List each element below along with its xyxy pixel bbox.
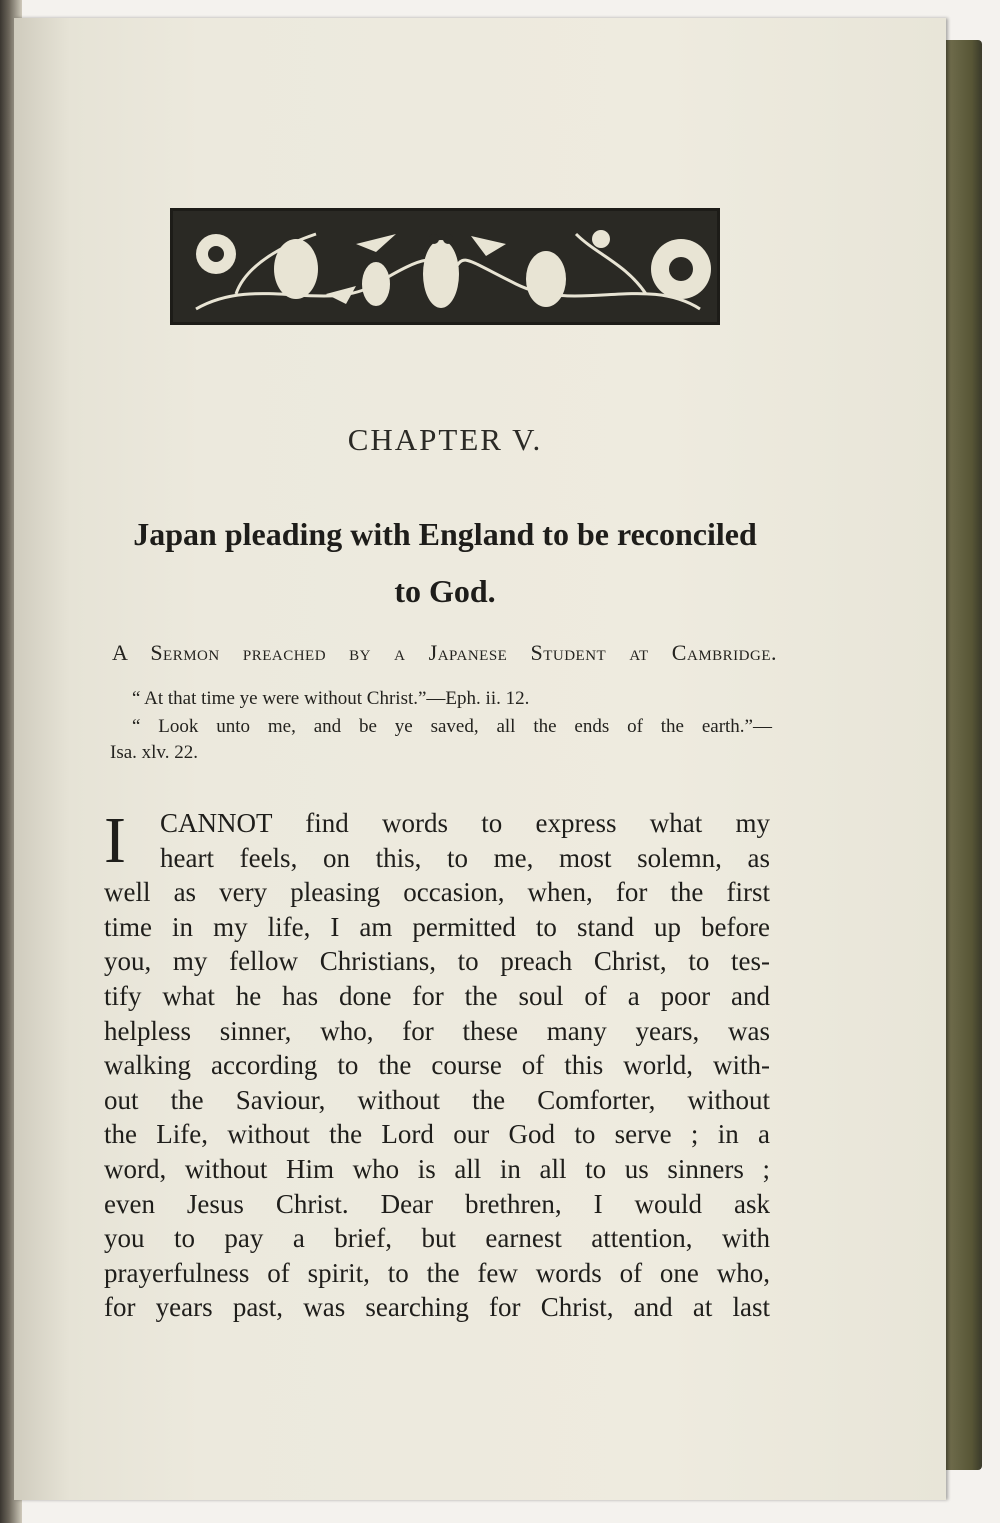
body-line: the Life, without the Lord our God to serve ; in a (104, 1119, 770, 1150)
body-line: well as very pleasing occasion, when, for the first (104, 877, 770, 908)
chapter-title-line-2: to God. (394, 573, 496, 609)
body-line: CANNOT find words to express what my (160, 808, 770, 838)
body-line: time in my life, I am permitted to stand up before (104, 911, 770, 942)
sermon-body-text (104, 806, 770, 1325)
drop-cap: I (104, 804, 126, 877)
body-line: tify what he has done for the soul of a poor and (104, 980, 770, 1011)
sermon-subtitle: A Sermon preached by a Japanese Student at Cambridge. (112, 640, 777, 665)
body-line: word, without Him who is all in all to us sinners ; (104, 1153, 770, 1184)
body-line: heart feels, on this, to me, most solemn, as (160, 842, 770, 873)
floral-owl-ornament-icon (176, 214, 720, 325)
chapter-heading: CHAPTER V. (347, 422, 543, 457)
body-line: even Jesus Christ. Dear brethren, I would ask (104, 1188, 770, 1219)
body-line: walking according to the course of this world, with- (104, 1050, 770, 1081)
epigraph-1: “ At that time ye were without Christ.”—Eph. ii. 12. (132, 688, 530, 709)
epigraph-2-reference: Isa. xlv. 22. (110, 742, 198, 763)
body-line: you to pay a brief, but earnest attention, with (104, 1223, 770, 1254)
body-line: out the Saviour, without the Comforter, without (104, 1084, 770, 1115)
body-line: helpless sinner, who, for these many years, was (104, 1015, 770, 1046)
chapter-title-line-1: Japan pleading with England to be reconciled (133, 516, 757, 552)
body-line: you, my fellow Christians, to preach Christ, to tes- (104, 946, 770, 977)
epigraph-2: “ Look unto me, and be ye saved, all the ends of the earth.”— (132, 716, 772, 737)
body-line: prayerfulness of spirit, to the few words of one who, (104, 1257, 770, 1288)
body-line: for years past, was searching for Christ, and at last (104, 1292, 770, 1323)
decorative-headpiece (170, 208, 720, 325)
